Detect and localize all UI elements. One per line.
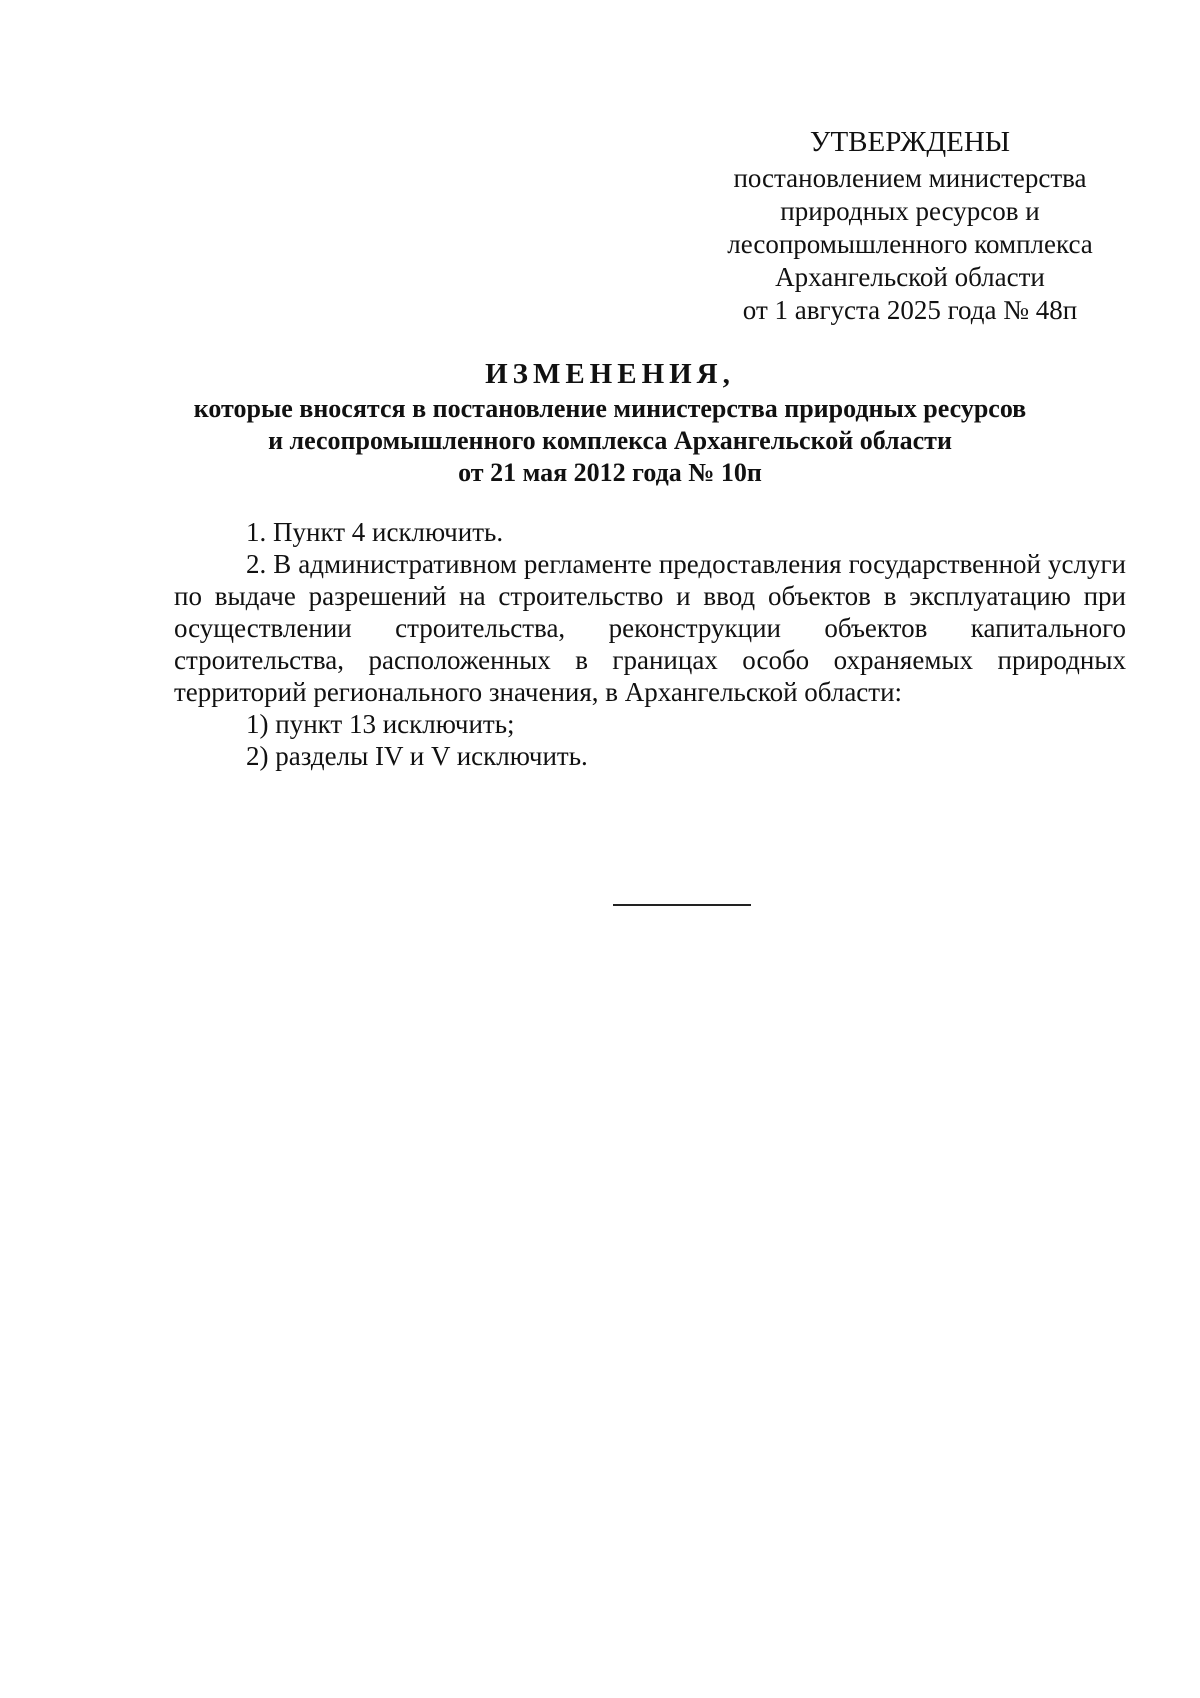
paragraph-item-1: 1. Пункт 4 исключить. bbox=[246, 517, 504, 547]
document-body bbox=[174, 516, 1126, 772]
title-subline: от 21 мая 2012 года № 10п bbox=[458, 458, 762, 487]
subitem-1: 1) пункт 13 исключить; bbox=[246, 709, 515, 739]
title-subline: которые вносятся в постановление министерства природных ресурсов bbox=[193, 394, 1027, 423]
approval-date-line: от 1 августа 2025 года № 48п bbox=[742, 295, 1078, 325]
approval-stamp-block bbox=[700, 125, 1120, 327]
approval-line: природных ресурсов и bbox=[780, 196, 1040, 226]
approval-line: лесопромышленного комплекса bbox=[727, 229, 1093, 259]
document-title: ИЗМЕНЕНИЯ, bbox=[485, 358, 735, 390]
closing-separator-line bbox=[613, 904, 751, 906]
document-title-block bbox=[130, 357, 1090, 489]
subitem-2: 2) разделы IV и V исключить. bbox=[246, 741, 588, 771]
approval-heading: УТВЕРЖДЕНЫ bbox=[809, 126, 1011, 158]
approval-line: Архангельской области bbox=[775, 262, 1045, 292]
paragraph-item-2: 2. В административном регламенте предоставления государственной услуги по выдаче разрешений на строительство и ввод объектов в эксплуатацию при осуществлении строительства, реконструкции объектов капитального строительства, расположенных в границах особо охраняемых природных территорий регионального значения, в Архангельской области: bbox=[174, 549, 1126, 707]
approval-line: постановлением министерства bbox=[733, 163, 1087, 193]
title-subline: и лесопромышленного комплекса Архангельской области bbox=[268, 426, 952, 455]
